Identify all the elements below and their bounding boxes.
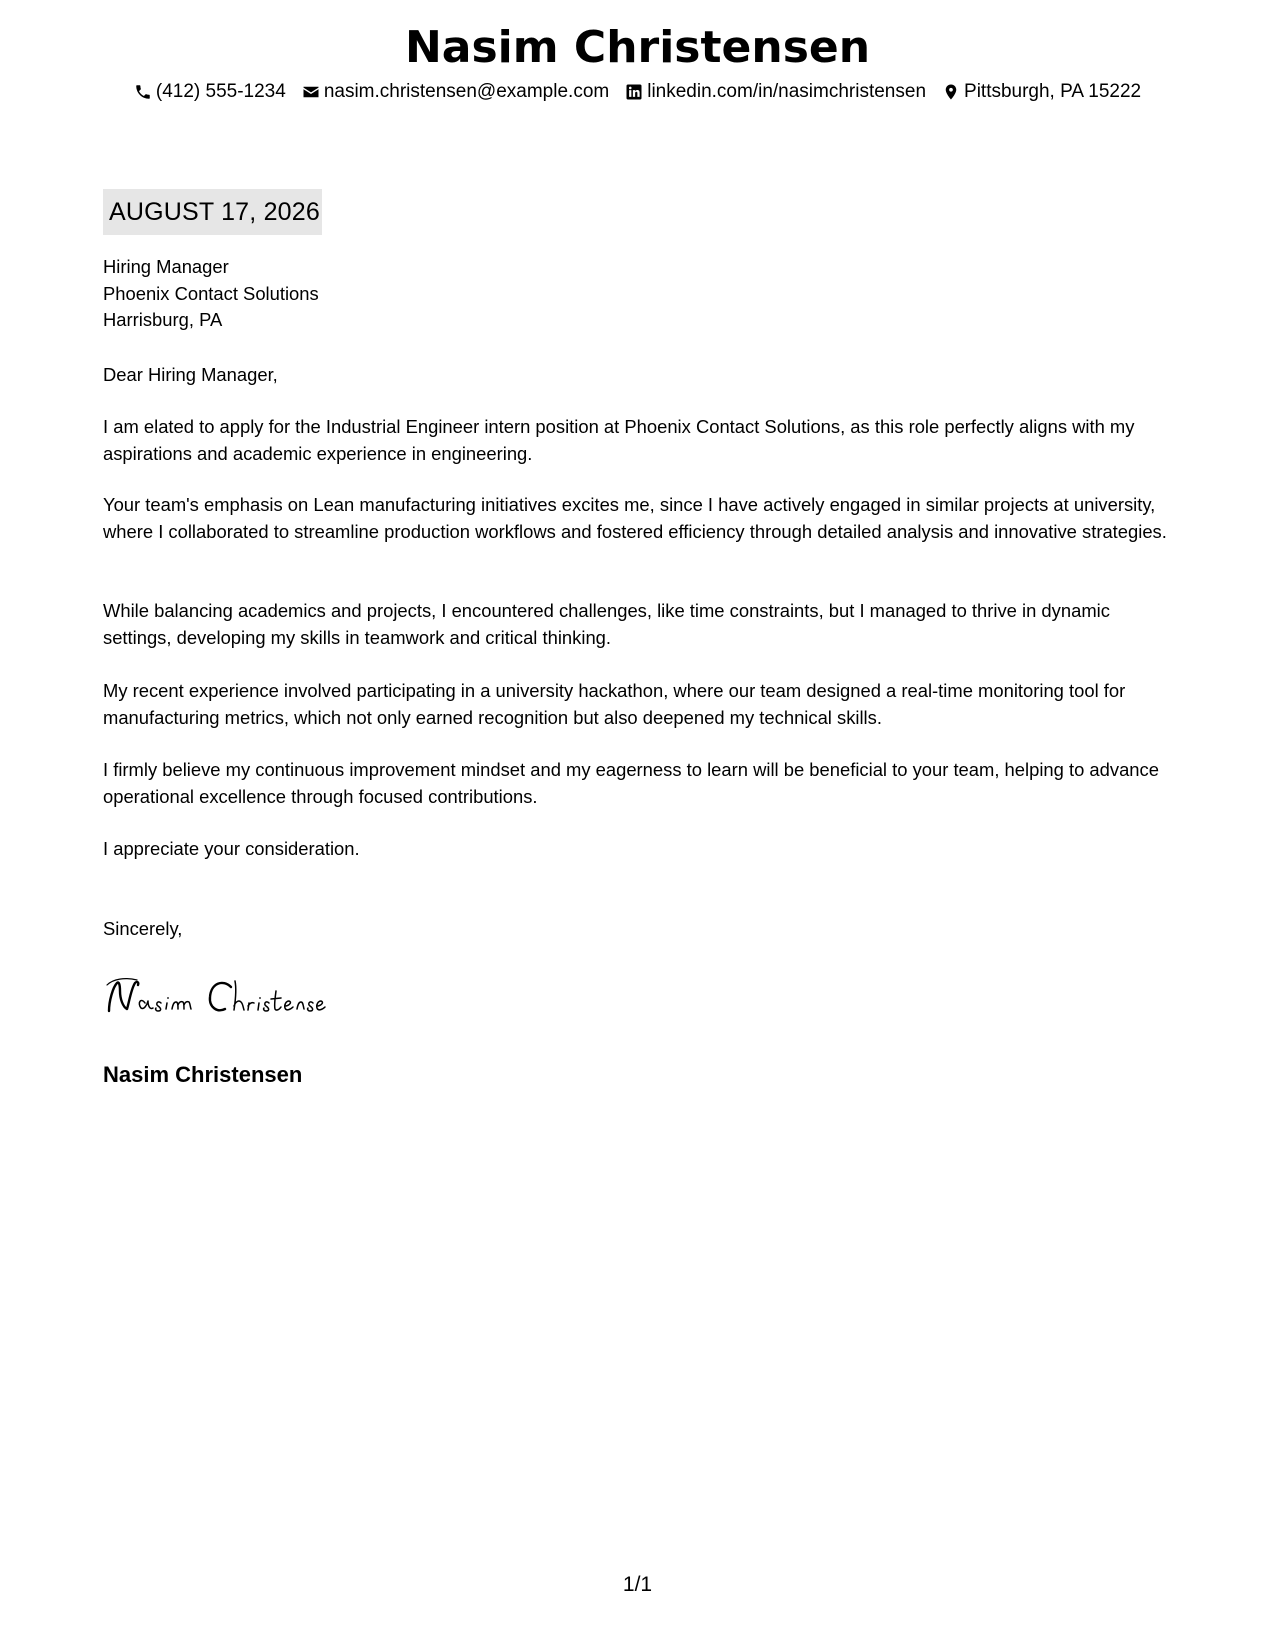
handwritten-signature <box>103 973 363 1023</box>
contact-info-row <box>0 79 1275 105</box>
letter-paragraph: While balancing academics and projects, I encountered challenges, like time constraints, but I managed to thrive in dynamic settings, developing my skills in teamwork and critical thinking. <box>103 600 1110 648</box>
map-marker-icon <box>942 83 960 101</box>
signature-graphic <box>103 973 363 1023</box>
contact-phone <box>134 79 286 105</box>
letter-paragraph: Your team's emphasis on Lean manufacturing initiatives excites me, since I have actively engaged in similar projects at university, where I collaborated to streamline production workflows and fostered efficiency through detailed analysis and innovative strategies. <box>103 494 1167 542</box>
signer-name: Nasim Christensen <box>103 1062 303 1087</box>
phone-text: (412) 555-1234 <box>155 81 286 102</box>
recipient-company: Phoenix Contact Solutions <box>103 282 319 304</box>
recipient-title: Hiring Manager <box>103 256 229 277</box>
phone-icon <box>134 83 152 101</box>
page-number: 1/1 <box>622 1573 653 1596</box>
linkedin-icon <box>625 83 643 101</box>
contact-email[interactable] <box>302 79 609 105</box>
letter-paragraph: I am elated to apply for the Industrial Engineer intern position at Phoenix Contact Solutions, as this role perfectly aligns with my aspirations and academic experience in engineering. <box>103 416 1135 464</box>
closing: Sincerely, <box>103 918 183 939</box>
recipient-block <box>103 254 1173 334</box>
contact-linkedin[interactable] <box>625 79 926 105</box>
envelope-icon <box>302 83 320 101</box>
letter-paragraph: My recent experience involved participating in a university hackathon, where our team designed a real-time monitoring tool for manufacturing metrics, which not only earned recognition but also deepened my technical skills. <box>103 680 1126 728</box>
location-text: Pittsburgh, PA 15222 <box>964 81 1142 102</box>
linkedin-text[interactable]: linkedin.com/in/nasimchristensen <box>647 81 927 102</box>
letter-date: AUGUST 17, 2026 <box>103 189 322 235</box>
email-text[interactable]: nasim.christensen@example.com <box>323 81 610 102</box>
letter-paragraph: I firmly believe my continuous improvement mindset and my eagerness to learn will be beneficial to your team, helping to advance operational excellence through focused contributions. <box>103 759 1159 807</box>
applicant-name-heading: Nasim Christensen <box>404 22 871 73</box>
letter-paragraph: I appreciate your consideration. <box>103 838 360 859</box>
salutation: Dear Hiring Manager, <box>103 364 278 385</box>
recipient-location: Harrisburg, PA <box>103 309 223 330</box>
contact-location <box>942 79 1141 105</box>
